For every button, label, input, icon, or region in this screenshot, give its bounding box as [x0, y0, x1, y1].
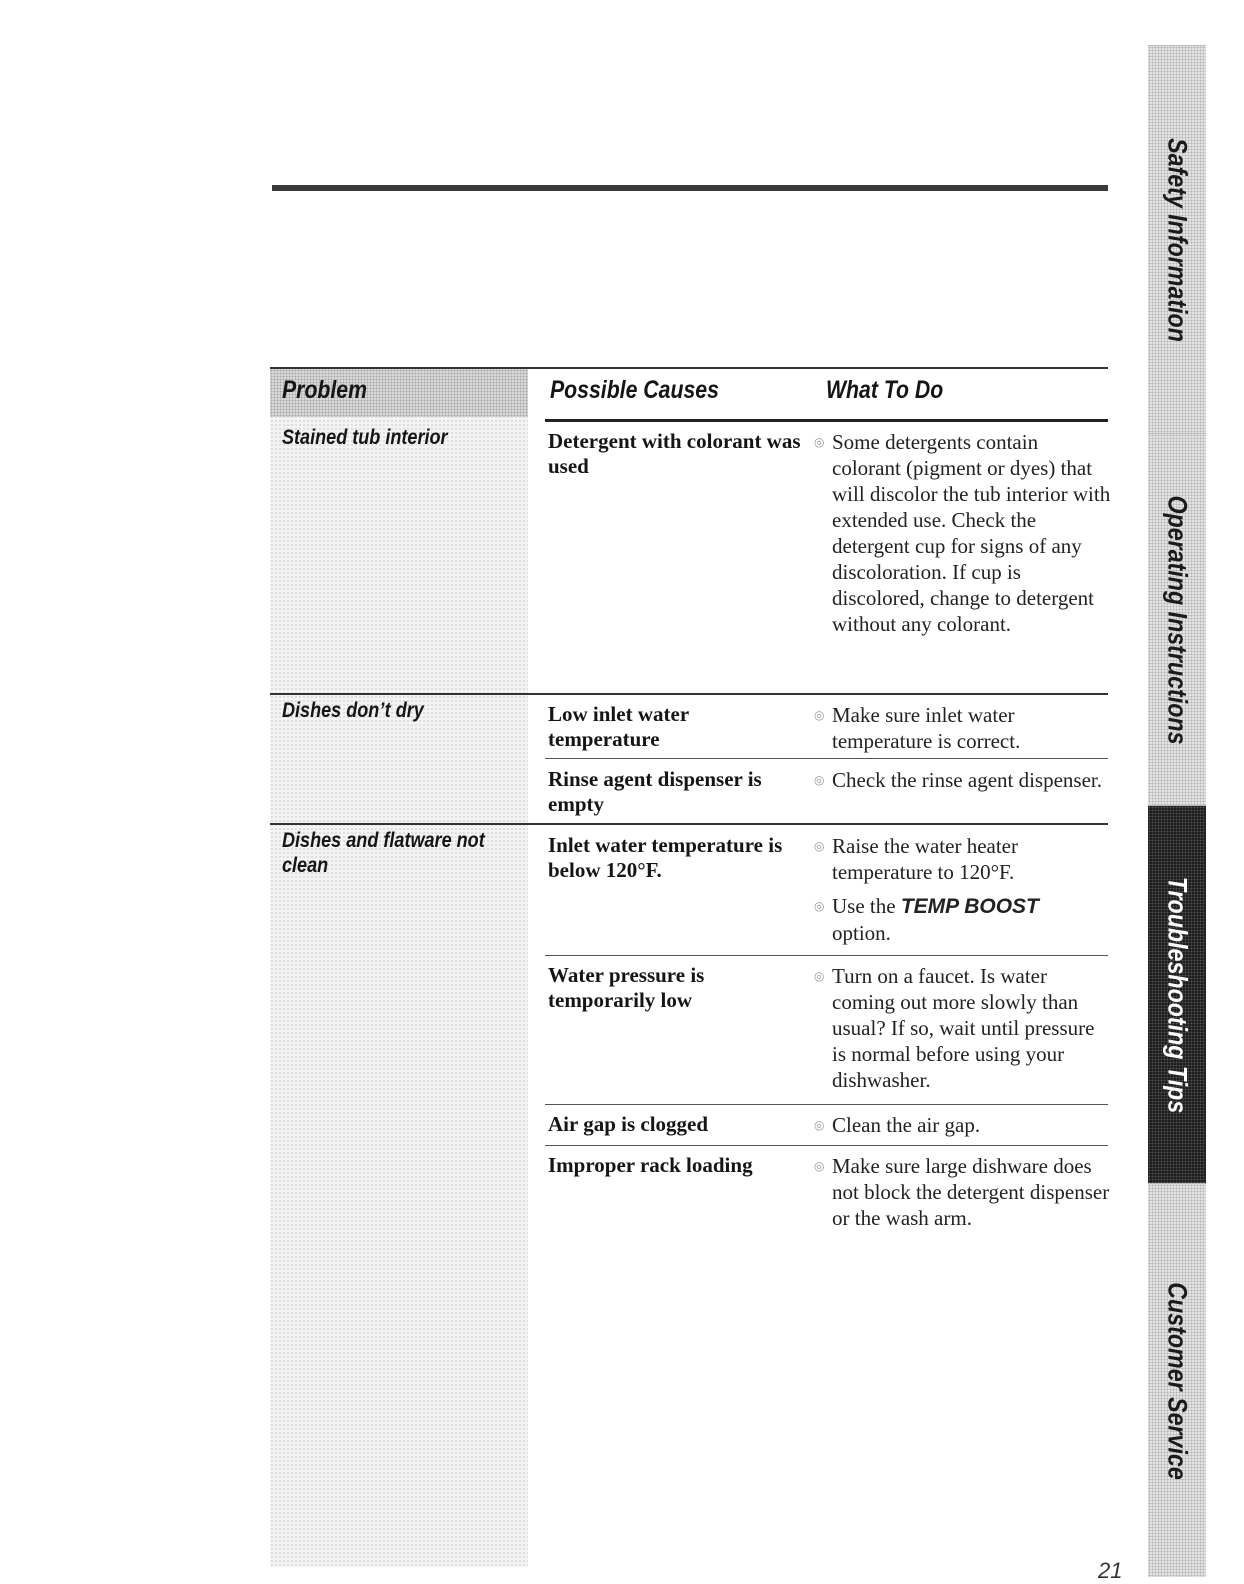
todo-text: Make sure inlet water temperature is correct.: [832, 703, 1021, 753]
header-what-to-do: What To Do: [826, 376, 944, 404]
tab-operating-instructions[interactable]: [1148, 433, 1206, 806]
tab-label: Operating Instructions: [1162, 495, 1193, 745]
header-problem: Problem: [282, 376, 368, 404]
bullet-icon: ◎: [814, 839, 825, 853]
todo-clean-air-gap: [814, 1112, 1112, 1138]
row-divider: [270, 693, 1108, 695]
cause-air-gap: Air gap is clogged: [548, 1112, 709, 1136]
todo-turn-on-faucet: [814, 963, 1112, 1093]
todo-inlet-temp: [814, 702, 1112, 754]
tab-troubleshooting-tips[interactable]: [1148, 805, 1206, 1184]
tab-safety-information[interactable]: [1148, 45, 1206, 434]
todo-text: Make sure large dishware does not block the detergent dispenser or the wash arm.: [832, 1154, 1110, 1230]
tab-label: Troubleshooting Tips: [1162, 876, 1193, 1114]
tab-label: Safety Information: [1162, 138, 1193, 342]
page-number: 21: [1098, 1558, 1123, 1583]
problem-stained-tub: Stained tub interior: [282, 426, 448, 449]
cause-divider: [545, 1145, 1108, 1146]
top-rule: [272, 185, 1108, 191]
problem-dishes-not-clean: Dishes and flatware not clean: [282, 829, 485, 877]
todo-text: Check the rinse agent dispenser.: [832, 768, 1103, 792]
cause-divider: [545, 758, 1108, 759]
todo-rack-loading: [814, 1153, 1112, 1231]
bullet-icon: ◎: [814, 899, 825, 913]
todo-temp-boost-prefix: Use the: [832, 894, 901, 918]
tab-label: Customer Service: [1162, 1281, 1193, 1480]
todo-text: Clean the air gap.: [832, 1113, 981, 1137]
todo-temp-boost: [814, 893, 1112, 946]
bullet-icon: ◎: [814, 435, 825, 449]
bullet-icon: ◎: [814, 773, 825, 787]
cause-low-inlet-temp: Low inlet water temperature: [548, 702, 689, 751]
todo-text: Some detergents contain colorant (pigment or dyes) that will discolor the tub interior with extended use. Check the detergent cup for signs of any discoloration. If cup is discolored, change to detergent without any colorant.: [832, 430, 1111, 636]
todo-raise-heater: [814, 833, 1112, 885]
bullet-icon: ◎: [814, 969, 825, 983]
cause-divider: [545, 1104, 1108, 1105]
cause-rinse-empty: Rinse agent dispenser is empty: [548, 767, 762, 816]
todo-text: Raise the water heater temperature to 120°F.: [832, 834, 1018, 884]
header-underline: [545, 419, 1108, 422]
bullet-icon: ◎: [814, 1159, 825, 1173]
header-possible-causes: Possible Causes: [550, 376, 719, 404]
bullet-icon: ◎: [814, 708, 825, 722]
temp-boost-option: TEMP BOOST: [900, 895, 1039, 918]
row-divider: [270, 823, 1108, 825]
tab-customer-service[interactable]: [1148, 1183, 1206, 1577]
todo-temp-boost-suffix: option.: [832, 921, 891, 945]
problem-column-shading: [270, 367, 528, 1567]
todo-rinse-agent: [814, 767, 1112, 793]
cause-rack-loading: Improper rack loading: [548, 1153, 753, 1177]
cause-detergent-colorant: Detergent with colorant was used: [548, 429, 801, 478]
cause-low-pressure: Water pressure is temporarily low: [548, 963, 705, 1012]
cause-inlet-below-120: Inlet water temperature is below 120°F.: [548, 833, 783, 882]
todo-text: Turn on a faucet. Is water coming out more slowly than usual? If so, wait until pressure is normal before using your dishwasher.: [832, 964, 1095, 1092]
todo-detergent-colorant: [814, 429, 1112, 637]
problem-dishes-dont-dry: Dishes don’t dry: [282, 699, 424, 722]
cause-divider: [545, 955, 1108, 956]
bullet-icon: ◎: [814, 1118, 825, 1132]
